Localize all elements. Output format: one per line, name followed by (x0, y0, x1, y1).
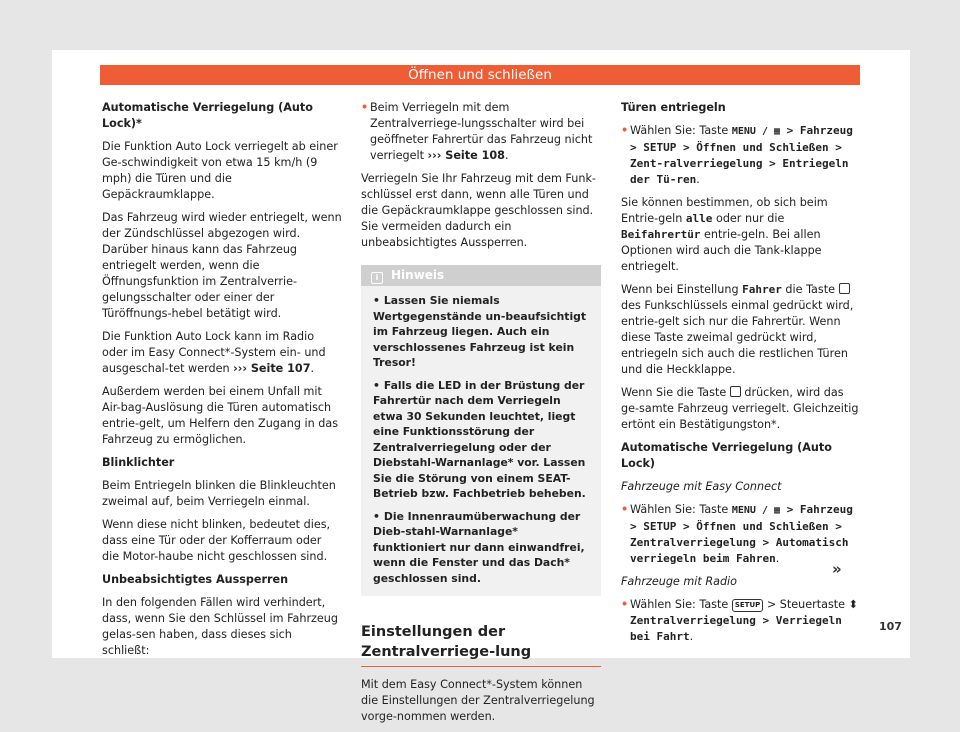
list-item: • Wählen Sie: Taste MENU / ▦ > Fahrzeug > SETUP > Öffnen und Schließen > Zentralverriegelung > Automatisch verriegeln beim Fahren. (621, 502, 861, 567)
hint-box (361, 265, 601, 596)
grid-icon: ▦ (774, 126, 781, 137)
paragraph: Die Funktion Auto Lock kann im Radio oder im Easy Connect*-System ein- und ausgeschal-tet werden ››› Seite 107. (102, 330, 326, 375)
page-number: 107 (879, 620, 902, 633)
continue-arrow-icon: » (832, 560, 842, 578)
page-header: Öffnen und schließen (100, 65, 860, 85)
up-down-arrows-icon: ⬍ (848, 598, 858, 611)
column-1 (102, 100, 342, 666)
setup-key-icon: SETUP (732, 599, 763, 612)
heading-aussperren: Unbeabsichtigtes Aussperren (102, 573, 289, 586)
page-reference-link[interactable]: ››› Seite 108 (427, 149, 505, 162)
paragraph: Wenn diese nicht blinken, bedeutet dies, dass eine Tür oder der Kofferraum oder die Motor-haube nicht geschlossen sind. (102, 518, 331, 563)
paragraph: In den folgenden Fällen wird verhindert, dass, wenn Sie den Schlüssel im Fahrzeug gelas-sen haben, dass dieses sich schließt: (102, 596, 338, 657)
paragraph: Wenn Sie die Taste drücken, wird das ge-samte Fahrzeug verriegelt. Gleichzeitig ertönt ein Bestätigungston*. (621, 386, 859, 431)
lock-key-icon (730, 386, 741, 397)
list-item: • Wählen Sie: Taste SETUP > Steuertaste ⬍ Zentralverriegelung > Verriegeln bei Fahrt. (621, 597, 861, 645)
page-reference-link[interactable]: ››› Seite 107 (233, 362, 311, 375)
hint-item: • Die Innenraumüberwachung der Dieb-stahl-Warnanlage* funktioniert nur dann einwandfrei, wenn die Fenster und das Dach* geschlossen sind. (373, 509, 585, 585)
grid-icon: ▦ (774, 505, 781, 516)
paragraph: Sie können bestimmen, ob sich beim Entrie-geln alle oder nur die Beifahrertür entrie-geln. Bei allen Optionen wird auch die Tank-klappe entriegelt. (621, 196, 828, 273)
heading-blinklichter: Blinklichter (102, 456, 175, 469)
info-icon: i (371, 272, 383, 284)
hint-header: i Hinweis (361, 265, 601, 286)
section-title: Einstellungen der Zentralverriege-lung (361, 622, 601, 667)
paragraph: Beim Entriegeln blinken die Blinkleuchten zweimal auf, beim Verriegeln einmal. (102, 479, 336, 508)
list-item: • Wählen Sie: Taste MENU / ▦ > Fahrzeug > SETUP > Öffnen und Schließen > Zent-ralverriegelung > Entriegeln der Tü-ren. (621, 123, 861, 188)
paragraph: Das Fahrzeug wird wieder entriegelt, wenn der Zündschlüssel abgezogen wird. Darüber hinaus kann das Fahrzeug entriegelt werden, wenn die Öffnungsfunktion im Zentralverrie-gelungsschalter oder einer der Türöffnungs-hebel betätigt wird. (102, 211, 342, 320)
menu-button-icon: MENU (731, 126, 756, 137)
subheading-easy-connect: Fahrzeuge mit Easy Connect (621, 480, 782, 493)
heading-auto-lock: Automatische Verriegelung (Auto Lock)* (102, 101, 313, 130)
paragraph: Mit dem Easy Connect*-System können die Einstellungen der Zentralverriegelung vorge-nommen werden. (361, 678, 595, 723)
subheading-radio: Fahrzeuge mit Radio (621, 575, 737, 588)
column-3 (621, 100, 861, 652)
column-2 (361, 100, 601, 732)
paragraph: Verriegeln Sie Ihr Fahrzeug mit dem Funk-schlüssel erst dann, wenn alle Türen und die Gepäckraumklappe geschlossen sind. Sie vermeiden dadurch ein unbeabsichtigtes Aussperren. (361, 172, 596, 249)
paragraph: Außerdem werden bei einem Unfall mit Air-bag-Auslösung die Türen automatisch entrie-gelt, um Helfern den Zugang in das Fahrzeug zu ermöglichen. (102, 385, 339, 446)
hint-item: • Falls die LED in der Brüstung der Fahrertür nach dem Verriegeln etwa 30 Sekunden leuchtet, liegt eine Funktionsstörung der Zentralverriegelung oder der Diebstahl-Warnanlage* vor. Lassen Sie die Störung von einem SEAT-Betrieb bzw. Fachbetrieb beheben. (373, 378, 586, 500)
list-item: • Beim Verriegeln mit dem Zentralverriege-lungsschalter wird bei geöffneter Fahrertür das Fahrzeug nicht verriegelt ››› Seite 108. (361, 100, 601, 164)
heading-auto-lock-settings: Automatische Verriegelung (Auto Lock) (621, 441, 832, 470)
unlock-key-icon (839, 283, 850, 294)
heading-tueren-entriegeln: Türen entriegeln (621, 101, 726, 114)
menu-button-icon: MENU (731, 505, 756, 516)
paragraph: Wenn bei Einstellung Fahrer die Taste des Funkschlüssels einmal gedrückt wird, entrie-gelt sich nur die Fahrertür. Wenn diese Taste zweimal gedrückt wird, entriegeln sich auch die restlichen Türen und die Heckklappe. (621, 283, 854, 376)
paragraph: Die Funktion Auto Lock verriegelt ab einer Ge-schwindigkeit von etwa 15 km/h (9 mph) die Türen und die Gepäckraumklappe. (102, 140, 338, 201)
hint-item: • Lassen Sie niemals Wertgegenstände un-beaufsichtigt im Fahrzeug liegen. Auch ein verschlossenes Fahrzeug ist kein Tresor! (373, 294, 587, 369)
